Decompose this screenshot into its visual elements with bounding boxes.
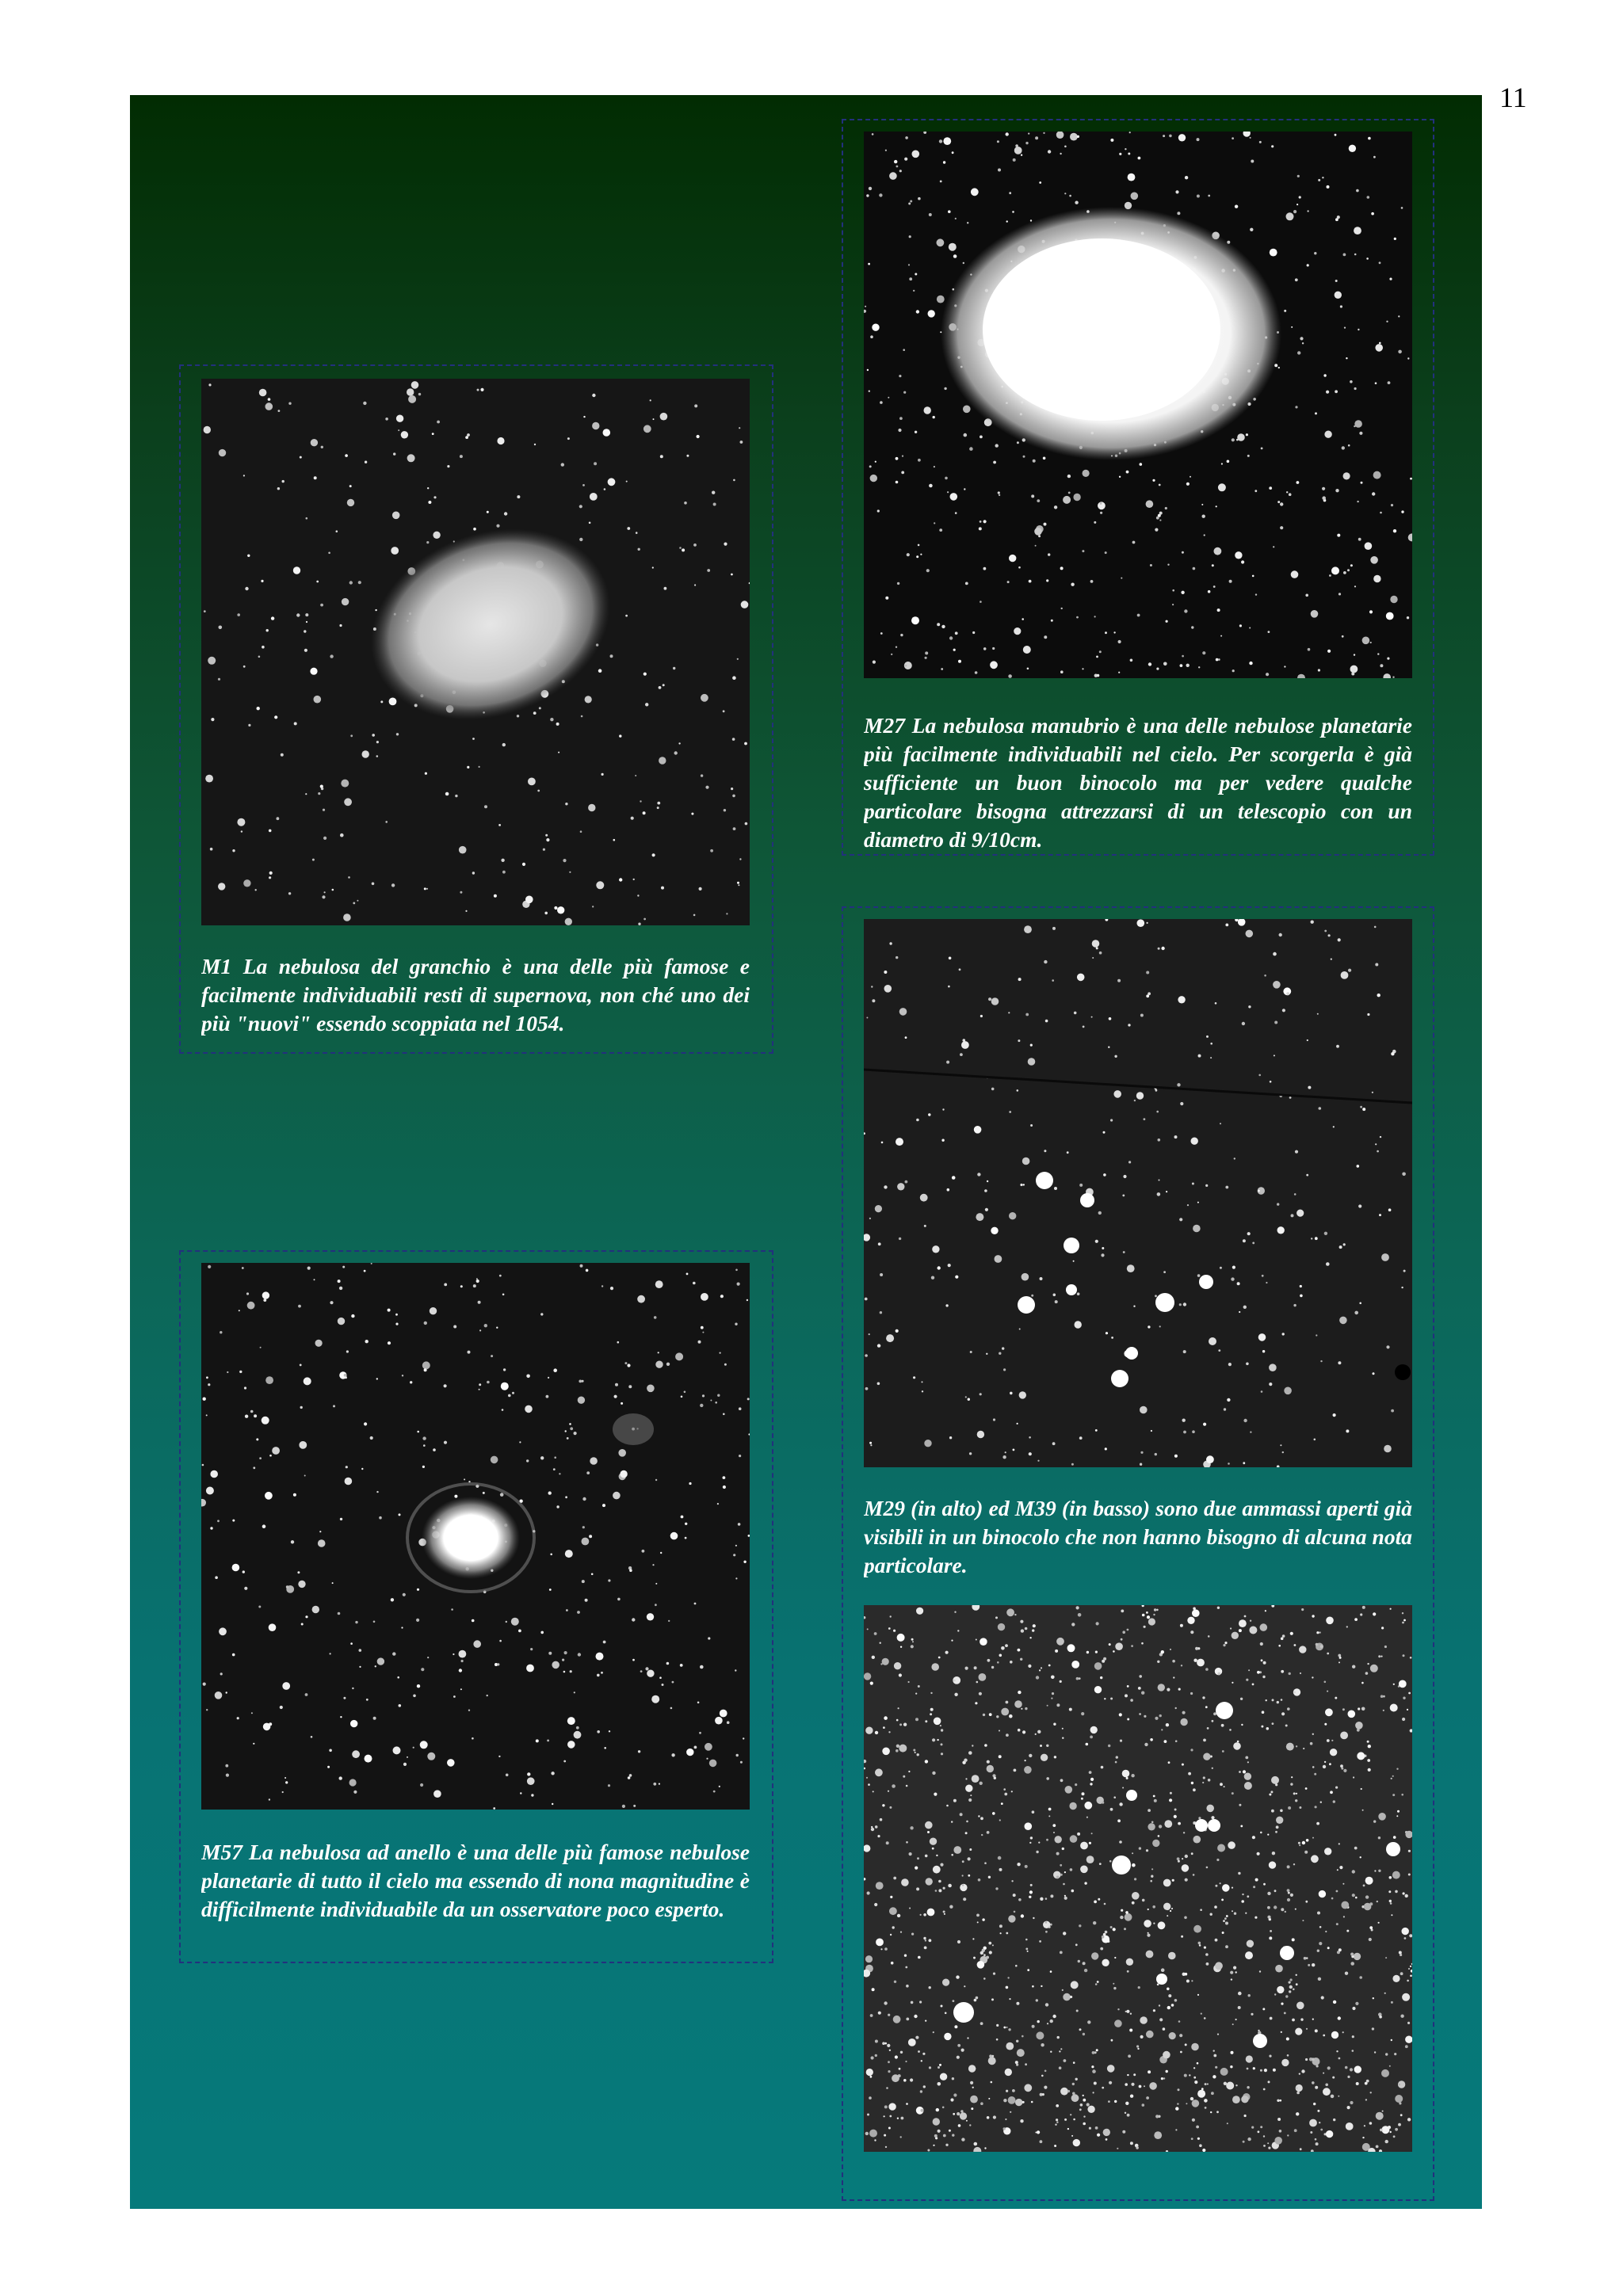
- m29-m39-caption: M29 (in alto) ed M39 (in basso) sono due ammassi aperti già visibili in un binocolo che non hanno bisogno di alcuna nota particolare.: [864, 1496, 1412, 1577]
- m29-photo: [864, 919, 1412, 1467]
- m1-photo: [201, 379, 750, 925]
- m57-photo: [201, 1263, 750, 1810]
- page-number: 11: [1499, 82, 1527, 113]
- m27-photo: [864, 132, 1412, 678]
- m27-caption: M27 La nebulosa manubrio è una delle nebulose planetarie più facilmente individuabili nel cielo. Per scorgerla è già sufficiente un buon binocolo ma per vedere qualche particolare bisogna attrezzarsi di un telescopio con un diametro di 9/10cm.: [864, 713, 1412, 852]
- content-panel: [130, 95, 1482, 2209]
- m57-nebula-shape: [422, 1497, 520, 1579]
- m39-photo: [864, 1605, 1412, 2152]
- m57-caption: M57 La nebulosa ad anello è una delle più famose nebulose planetarie di tutto il cielo ma essendo di nona magnitudine è difficilmente individuabile da un osservatore poco esperto.: [201, 1840, 750, 1921]
- m1-caption: M1 La nebulosa del granchio è una delle più famose e facilmente individuabili resti di supernova, non ché uno dei più "nuovi" essendo scoppiata nel 1054.: [201, 954, 750, 1035]
